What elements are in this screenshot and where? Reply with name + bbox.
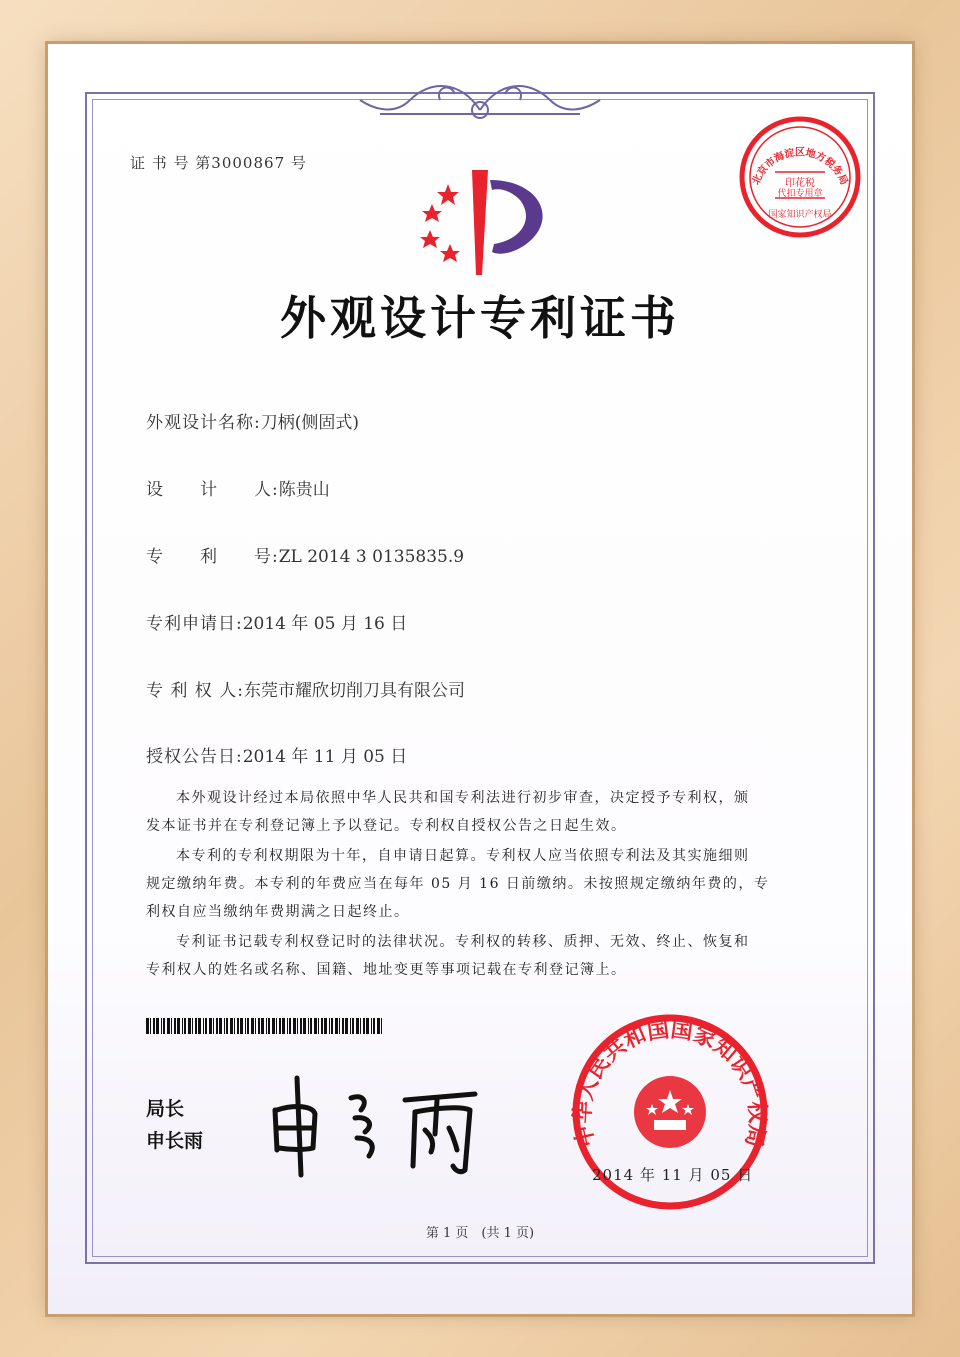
ornament-icon	[340, 70, 620, 130]
field-patent-no	[146, 542, 464, 567]
designer-label: 设 计 人:	[146, 480, 279, 500]
signature-icon	[265, 1070, 495, 1180]
paragraph-line-2: 发本证书并在专利登记簿上予以登记。专利权自授权公告之日起生效。	[146, 818, 627, 834]
field-designer	[146, 475, 330, 500]
field-patentee	[146, 676, 465, 701]
patent-no-value: ZL 2014 3 0135835.9	[278, 547, 465, 567]
paragraph-line-6: 专利证书记载专利权登记时的法律状况。专利权的转移、质押、无效、终止、恢复和	[176, 934, 750, 950]
director-name: 申长雨	[146, 1130, 204, 1152]
announce-date-value: 2014 年 11 月 05 日	[242, 747, 408, 767]
design-name-value: 刀柄(侧固式)	[260, 413, 359, 433]
design-name-label: 外观设计名称:	[146, 413, 261, 433]
seal-date: 2014 年 11 月 05 日	[592, 1166, 754, 1184]
filing-date-label: 专利申请日:	[146, 614, 243, 634]
paragraph-line-3: 本专利的专利权期限为十年，自申请日起算。专利权人应当依照专利法及其实施细则	[176, 848, 750, 864]
paragraph-line-5: 利权自应当缴纳年费期满之日起终止。	[146, 904, 410, 920]
official-seal-text: 中华人民共和国国家知识产权局	[570, 1017, 770, 1150]
certificate-title: 外观设计专利证书	[280, 291, 680, 345]
tax-seal-bottom: 国家知识产权局	[768, 210, 832, 220]
patent-no-label: 专 利 号:	[146, 547, 279, 567]
tax-seal-icon	[735, 112, 865, 242]
paragraph-line-7: 专利权人的姓名或名称、国籍、地址变更等事项记载在专利登记簿上。	[146, 962, 627, 978]
field-announce-date	[146, 742, 407, 767]
paragraph-line-4: 规定缴纳年费。本专利的年费应当在每年 05 月 16 日前缴纳。未按照规定缴纳年费的，专	[146, 876, 770, 892]
filing-date-value: 2014 年 05 月 16 日	[242, 614, 408, 634]
field-design-name	[146, 408, 359, 433]
patentee-value: 东莞市耀欣切削刀具有限公司	[243, 681, 465, 701]
patentee-label: 专 利 权 人:	[146, 681, 244, 701]
field-filing-date	[146, 609, 407, 634]
tax-seal-inner-2: 代扣专用章	[777, 189, 823, 199]
announce-date-label: 授权公告日:	[146, 747, 243, 767]
tax-seal-inner-1: 印花税	[785, 178, 815, 189]
page-number: 第 1 页 (共 1 页)	[425, 1226, 535, 1241]
certificate-number: 证 书 号 第3000867 号	[130, 154, 307, 172]
paragraph-line-1: 本外观设计经过本局依照中华人民共和国专利法进行初步审查，决定授予专利权，颁	[176, 790, 750, 806]
patent-office-logo-icon	[410, 160, 560, 280]
tax-seal-text: 北京市海淀区地方税务局	[750, 147, 850, 187]
director-title: 局长	[146, 1098, 185, 1120]
designer-value: 陈贵山	[278, 480, 330, 500]
barcode-icon	[146, 1018, 382, 1034]
